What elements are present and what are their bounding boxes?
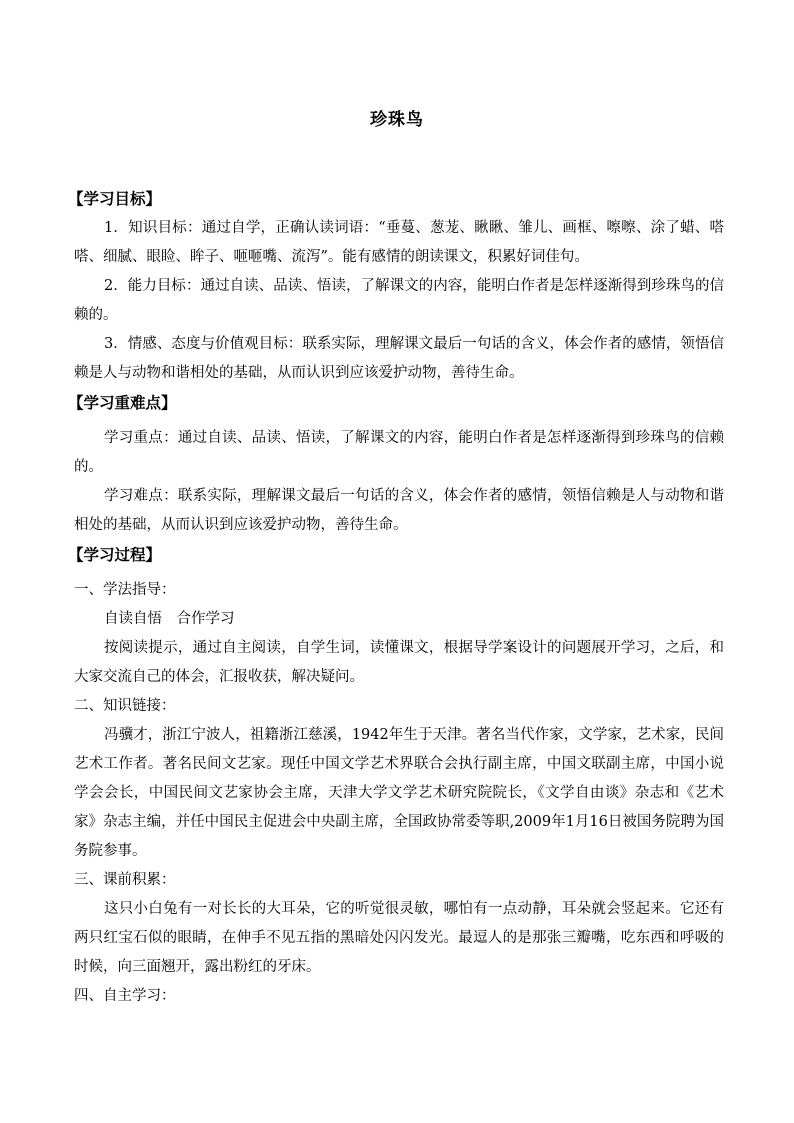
goal-knowledge: 1．知识目标：通过自学，正确认读词语：“垂蔓、葱茏、瞅瞅、雏儿、画框、嚓嚓、涂了蜡、嗒嗒、细腻、眼睑、眸子、咂咂嘴、流泻”。能有感情的朗读课文，积累好词佳句。 (74, 220, 724, 265)
section-accumulation-title: 三、课前积累： (74, 872, 176, 888)
section-method-line: 自读自悟 合作学习 (104, 611, 235, 627)
key-point-paragraph: 学习重点：通过自读、品读、悟读，了解课文的内容，能明白作者是怎样逐渐得到珍珠鸟的信赖的。 (74, 430, 724, 475)
section-method-title: 一、学法指导： (74, 582, 176, 598)
learning-process-heading: 【学习过程】 (68, 545, 162, 564)
document-body (68, 184, 724, 1011)
goal-ability: 2．能力目标：通过自读、品读、悟读，了解课文的内容，能明白作者是怎样逐渐得到珍珠鸟的信赖的。 (74, 278, 724, 323)
goal-emotion: 3．情感、态度与价值观目标：联系实际，理解课文最后一句话的含义，体会作者的感情，领悟信赖是人与动物和谐相处的基础，从而认识到应该爱护动物，善待生命。 (74, 336, 724, 381)
difficult-point-paragraph: 学习难点：联系实际，理解课文最后一句话的含义，体会作者的感情，领悟信赖是人与动物和谐相处的基础，从而认识到应该爱护动物，善待生命。 (74, 488, 724, 533)
key-difficult-heading: 【学习重难点】 (68, 393, 177, 412)
section-method-paragraph: 按阅读提示，通过自主阅读，自学生词，读懂课文，根据导学案设计的问题展开学习，之后，和大家交流自己的体会，汇报收获，解决疑问。 (74, 640, 724, 685)
section-accumulation-paragraph: 这只小白兔有一对长长的大耳朵，它的听觉很灵敏，哪怕有一点动静，耳朵就会竖起来。它还有两只红宝石似的眼睛，在伸手不见五指的黑暗处闪闪发光。最逗人的是那张三瓣嘴，吃东西和呼吸的时候，向三面翘开，露出粉红的牙床。 (74, 901, 724, 975)
section-self-study-title: 四、自主学习： (74, 988, 176, 1004)
document-title: 珍珠鸟 (370, 110, 424, 130)
section-knowledge-paragraph: 冯骥才，浙江宁波人，祖籍浙江慈溪，1942年生于天津。著名当代作家，文学家，艺术家，民间艺术工作者。著名民间文艺家。现任中国文学艺术界联合会执行副主席，中国文联副主席，中国小说学会会长，中国民间文艺家协会主席，天津大学文学艺术研究院院长，《文学自由谈》杂志和《艺术家》杂志主编，并任中国民主促进会中央副主席，全国政协常委等职,2009年1月16日被国务院聘为国务院参事。 (74, 727, 724, 859)
section-knowledge-title: 二、知识链接： (74, 698, 176, 714)
learning-goals-heading: 【学习目标】 (68, 189, 162, 208)
